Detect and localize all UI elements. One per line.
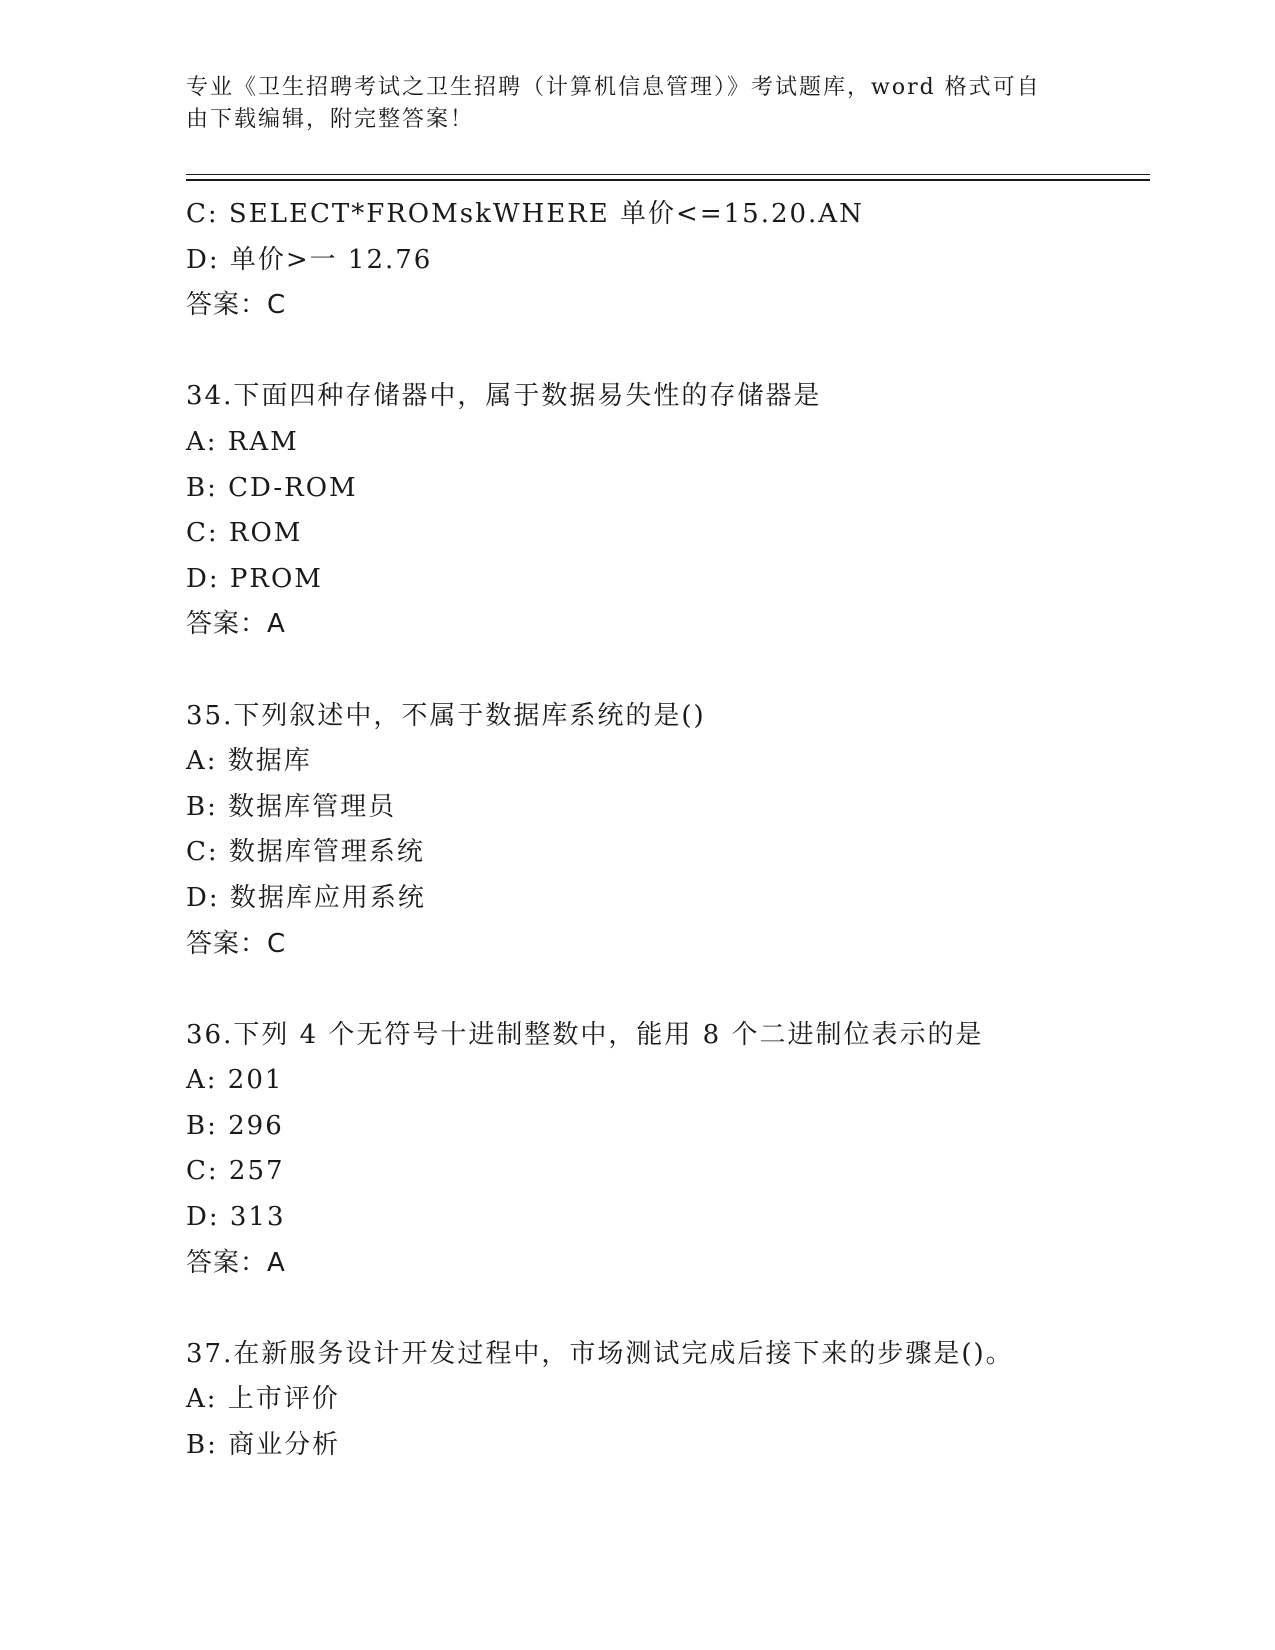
option-b: B: 296 (186, 1110, 284, 1141)
option-d: D: 数据库应用系统 (186, 882, 426, 913)
spacer (186, 967, 1150, 1013)
option-a: A: 上市评价 (186, 1384, 340, 1415)
option-c: C: 257 (186, 1156, 285, 1187)
answer-line: 答案：A (186, 609, 286, 640)
option-d: D: PROM (186, 563, 323, 594)
spacer (186, 329, 1150, 375)
header-rule-thin (186, 174, 1150, 175)
header-line-2: 由下载编辑，附完整答案！ (186, 107, 475, 132)
document-header (186, 72, 1066, 136)
spacer (186, 648, 1150, 694)
question-stem: 37.在新服务设计开发过程中，市场测试完成后接下来的步骤是()。 (186, 1338, 1014, 1369)
question-stem: 36.下列 4 个无符号十进制整数中，能用 8 个二进制位表示的是 (186, 1019, 984, 1050)
question-stem: 35.下列叙述中，不属于数据库系统的是() (186, 700, 706, 731)
question-content (186, 192, 1150, 1469)
option-b: B: CD-ROM (186, 472, 358, 503)
spacer (186, 1286, 1150, 1332)
option-b: B: 数据库管理员 (186, 791, 397, 822)
answer-line: 答案：C (186, 928, 287, 959)
option-c: C: 数据库管理系统 (186, 837, 425, 868)
option-c: C: ROM (186, 518, 303, 549)
option-c: C: SELECT*FROMskWHERE 单价<=15.20.AN (186, 199, 864, 229)
option-d: D: 313 (186, 1202, 286, 1233)
header-line-1: 专业《卫生招聘考试之卫生招聘（计算机信息管理）》考试题库，word 格式可自 (186, 75, 1041, 100)
option-d: D: 单价>一 12.76 (186, 244, 433, 275)
question-stem: 34.下面四种存储器中，属于数据易失性的存储器是 (186, 381, 822, 412)
header-rule-thick (186, 179, 1150, 181)
option-a: A: RAM (186, 426, 299, 457)
answer-line: 答案：A (186, 1247, 286, 1278)
answer-line: 答案：C (186, 290, 287, 321)
option-a: A: 数据库 (186, 746, 312, 777)
option-b: B: 商业分析 (186, 1430, 341, 1461)
option-a: A: 201 (186, 1065, 284, 1096)
